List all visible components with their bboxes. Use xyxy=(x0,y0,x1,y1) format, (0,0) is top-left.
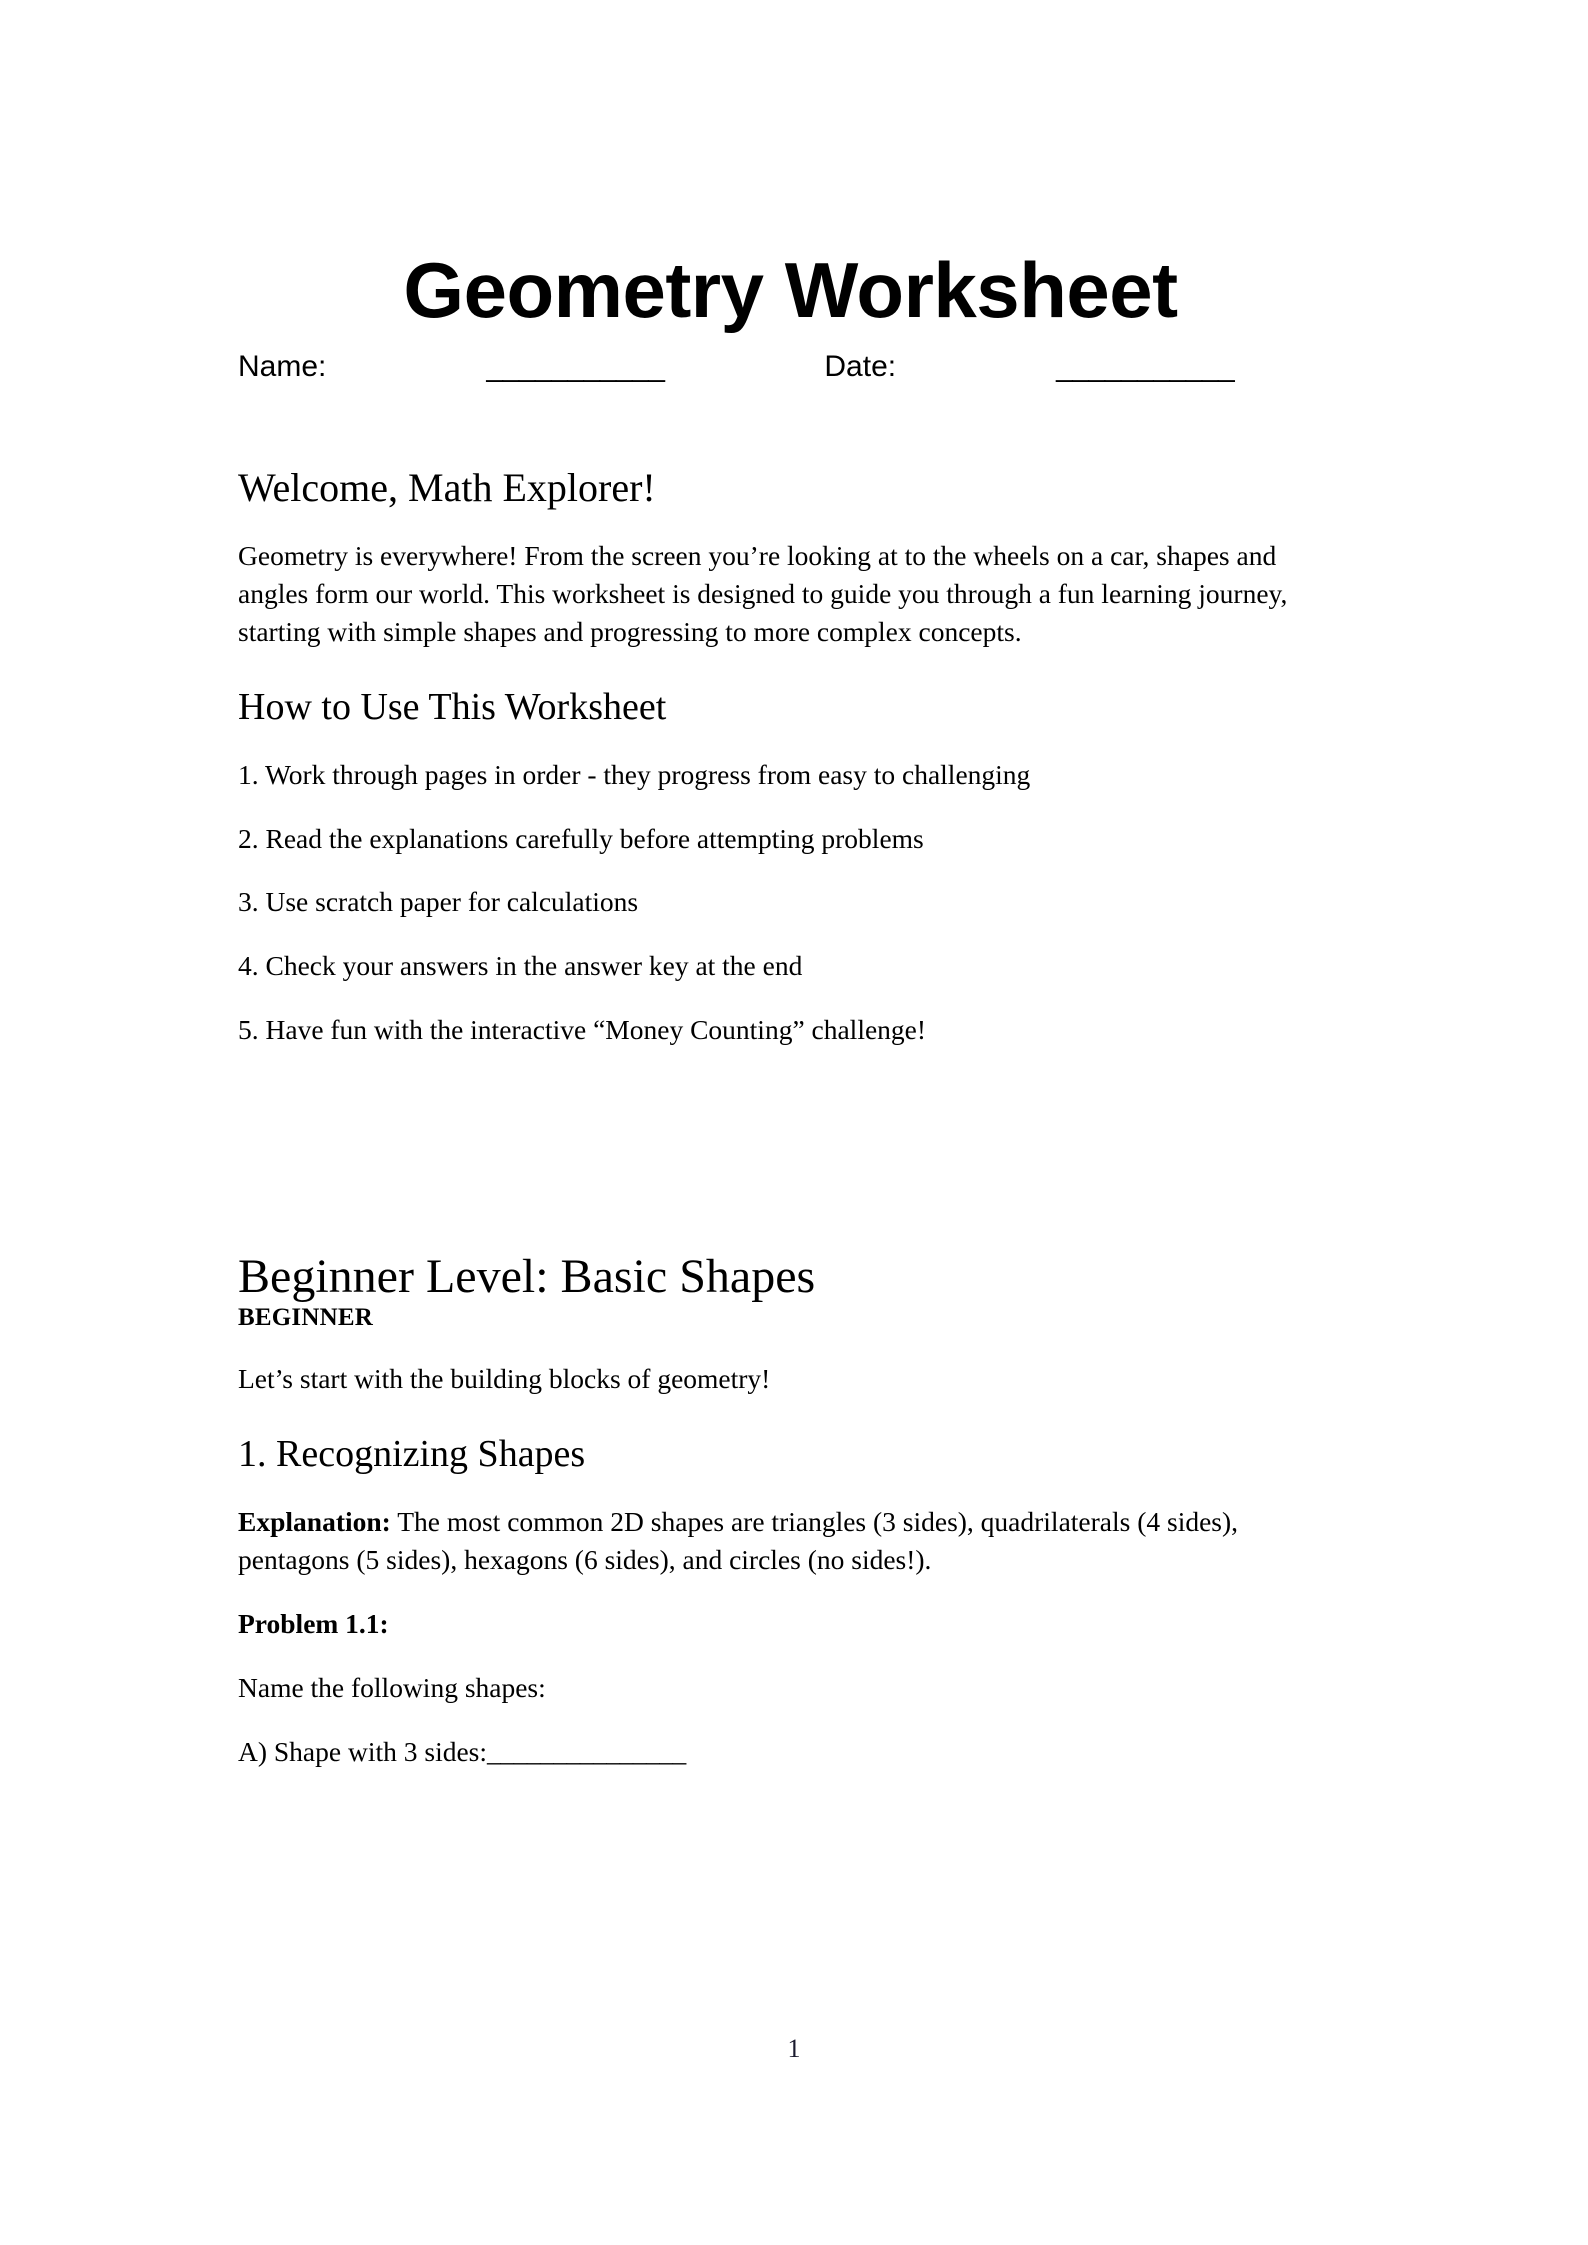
list-item: 1. Work through pages in order - they progress from easy to challenging xyxy=(238,758,1031,790)
problem-prompt: Name the following shapes: xyxy=(238,1672,546,1704)
beginner-level-heading: Beginner Level: Basic Shapes xyxy=(238,1250,816,1304)
beginner-intro-paragraph: Let’s start with the building blocks of geometry! xyxy=(238,1363,771,1395)
topic-heading-recognizing-shapes: 1. Recognizing Shapes xyxy=(238,1433,586,1476)
spacer-before-problem xyxy=(238,1579,1343,1605)
document-content xyxy=(238,0,1343,1771)
list-item: 4. Check your answers in the answer key at the end xyxy=(238,950,803,982)
date-label: Date: xyxy=(824,350,897,384)
explanation-text: The most common 2D shapes are triangles (3 sides), quadrilaterals (4 sides), pentagons (5 sides), hexagons (6 sides), and circles (no sides!). xyxy=(238,1506,1239,1576)
how-to-use-heading: How to Use This Worksheet xyxy=(238,685,667,728)
spacer-after-welcome-heading xyxy=(238,511,1343,537)
name-label: Name: xyxy=(238,350,327,384)
spacer-before-howto xyxy=(238,651,1343,685)
spacer-after-badge xyxy=(238,1332,1343,1360)
spacer-section-break xyxy=(238,1049,1343,1249)
level-badge: BEGINNER xyxy=(238,1304,373,1332)
name-date-spacer xyxy=(664,348,824,386)
list-item: 3. Use scratch paper for calculations xyxy=(238,886,639,918)
spacer-before-welcome xyxy=(238,386,1343,464)
date-blank-field[interactable]: ___________ xyxy=(1056,350,1235,384)
spacer-list xyxy=(238,794,1343,820)
explanation-label: Explanation: xyxy=(238,1506,391,1538)
name-date-row xyxy=(238,332,1343,386)
spacer-before-list xyxy=(238,730,1343,756)
list-item: 5. Have fun with the interactive “Money Counting” challenge! xyxy=(238,1014,927,1046)
list-item: 2. Read the explanations carefully before attempting problems xyxy=(238,822,924,854)
spacer-list xyxy=(238,857,1343,883)
spacer-before-answer xyxy=(238,1707,1343,1733)
answer-line-a xyxy=(238,1733,1343,1771)
spacer-list xyxy=(238,985,1343,1011)
answer-a-blank-field[interactable]: _______________ xyxy=(487,1735,686,1767)
spacer-list xyxy=(238,921,1343,947)
name-blank-field[interactable]: ___________ xyxy=(486,350,665,384)
welcome-heading: Welcome, Math Explorer! xyxy=(238,464,656,510)
problem-label: Problem 1.1: xyxy=(238,1608,389,1640)
explanation-paragraph xyxy=(238,1503,1343,1579)
spacer-before-prompt xyxy=(238,1643,1343,1669)
spacer-before-explanation xyxy=(238,1477,1343,1503)
date-field-spacer xyxy=(896,348,1056,386)
spacer-before-topic xyxy=(238,1398,1343,1432)
name-field-spacer xyxy=(326,348,486,386)
answer-a-label: A) Shape with 3 sides: xyxy=(238,1735,488,1767)
page-number: 1 xyxy=(787,2034,801,2063)
page-title: Geometry Worksheet xyxy=(403,246,1178,334)
welcome-paragraph: Geometry is everywhere! From the screen you’re looking at to the wheels on a car, shapes and angles form our world. This worksheet is designed to guide you through a fun learning journey, starting with simple shapes and progressing to more complex concepts. xyxy=(238,539,1288,647)
